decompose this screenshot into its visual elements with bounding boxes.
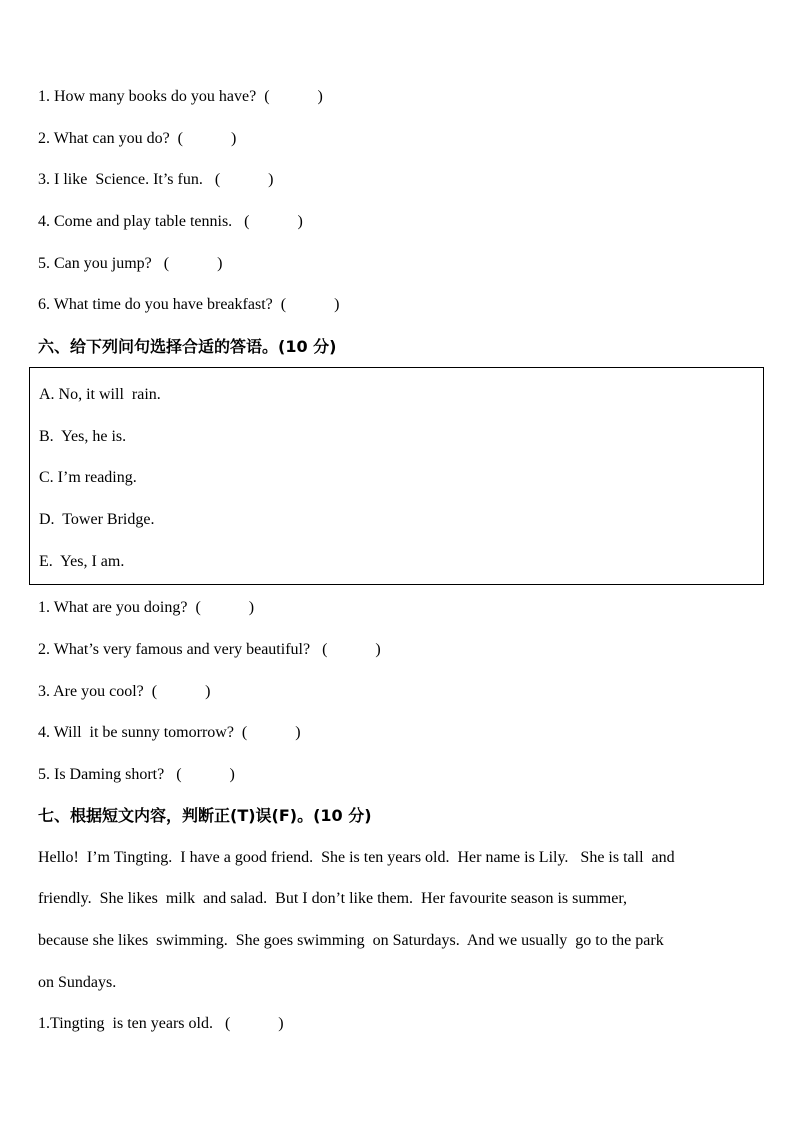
s5-question-5: 5. Can you jump? ( ) [38,255,223,272]
s7-question-1: 1.Tingting is ten years old. ( ) [38,1015,284,1032]
passage-line-1: Hello! I’m Tingting. I have a good friend. She is ten years old. Her name is Lily. She is tall and [38,849,675,866]
section7-heading: 七、根据短文内容，判断正(T)误(F)。(10 分) [38,806,372,825]
s6-question-2: 2. What’s very famous and very beautiful? ( ) [38,641,381,658]
s5-question-6: 6. What time do you have breakfast? ( ) [38,296,340,313]
s6-question-5: 5. Is Daming short? ( ) [38,766,235,783]
s5-question-4: 4. Come and play table tennis. ( ) [38,213,303,230]
s6-question-1: 1. What are you doing? ( ) [38,599,255,616]
section6-heading: 六、给下列问句选择合适的答语。(10 分) [38,337,337,356]
passage-line-2: friendly. She likes milk and salad. But I don’t like them. Her favourite season is summer, [38,890,628,907]
s5-question-3: 3. I like Science. It’s fun. ( ) [38,171,274,188]
option-b: B. Yes, he is. [39,428,127,445]
s5-question-1: 1. How many books do you have? ( ) [38,88,323,105]
option-d: D. Tower Bridge. [39,511,155,528]
option-a: A. No, it will rain. [39,386,161,403]
s6-question-3: 3. Are you cool? ( ) [38,683,211,700]
s5-question-2: 2. What can you do? ( ) [38,130,237,147]
option-e: E. Yes, I am. [39,553,125,570]
s6-question-4: 4. Will it be sunny tomorrow? ( ) [38,724,301,741]
answer-options-box [29,367,764,585]
passage-line-4: on Sundays. [38,974,117,991]
option-c: C. I’m reading. [39,469,137,486]
passage-line-3: because she likes swimming. She goes swimming on Saturdays. And we usually go to the park [38,932,664,949]
